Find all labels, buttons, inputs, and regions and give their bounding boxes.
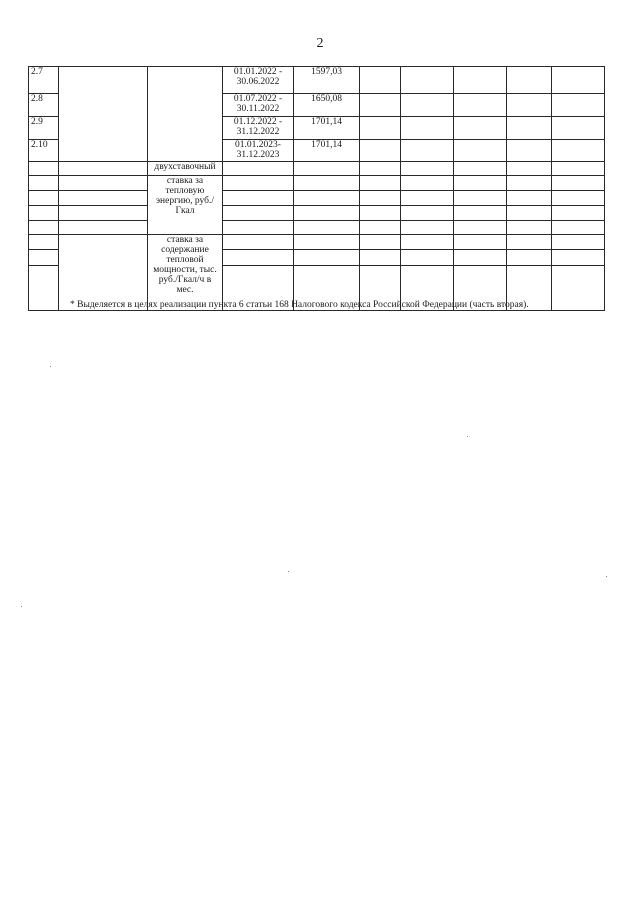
scan-speck [50,366,51,367]
merged-empty-cell [148,67,223,162]
table-row [29,67,605,94]
scan-speck [606,576,607,577]
merged-empty-cell [59,67,148,162]
table-row [29,176,605,191]
tariff-value: 1597,03 [294,67,360,94]
two-part-label: двухставочный [148,162,223,176]
table-row [29,206,605,221]
scan-speck [288,571,289,572]
row-number: 2.9 [29,117,59,140]
tariff-table [28,66,605,311]
row-number: 2.10 [29,140,59,162]
period-cell: 01.01.2022 - 30.06.2022 [223,67,294,94]
tariff-value: 1701,14 [294,117,360,140]
table-row [29,191,605,206]
scan-speck [467,436,468,437]
footnote: * Выделяется в целях реализации пункта 6 статьи 168 Налогового кодекса Российской Федерации (часть вторая). [70,300,529,310]
period-cell: 01.12.2022 - 31.12.2022 [223,117,294,140]
table-row [29,221,605,235]
page-number: 2 [316,36,324,51]
capacity-rate-label: ставка за содержание тепловой мощности, тыс. руб./Гкал/ч в мес. [148,235,223,311]
table-row [29,162,605,176]
row-number: 2.8 [29,94,59,117]
tariff-value: 1701,14 [294,140,360,162]
period-cell: 01.07.2022 - 30.11.2022 [223,94,294,117]
period-cell: 01.01.2023- 31.12.2023 [223,140,294,162]
scan-speck [21,606,22,607]
table-row [29,235,605,250]
tariff-value: 1650,08 [294,94,360,117]
row-number: 2.7 [29,67,59,94]
energy-rate-label: ставка за тепловую энергию, руб./Гкал [148,176,223,235]
